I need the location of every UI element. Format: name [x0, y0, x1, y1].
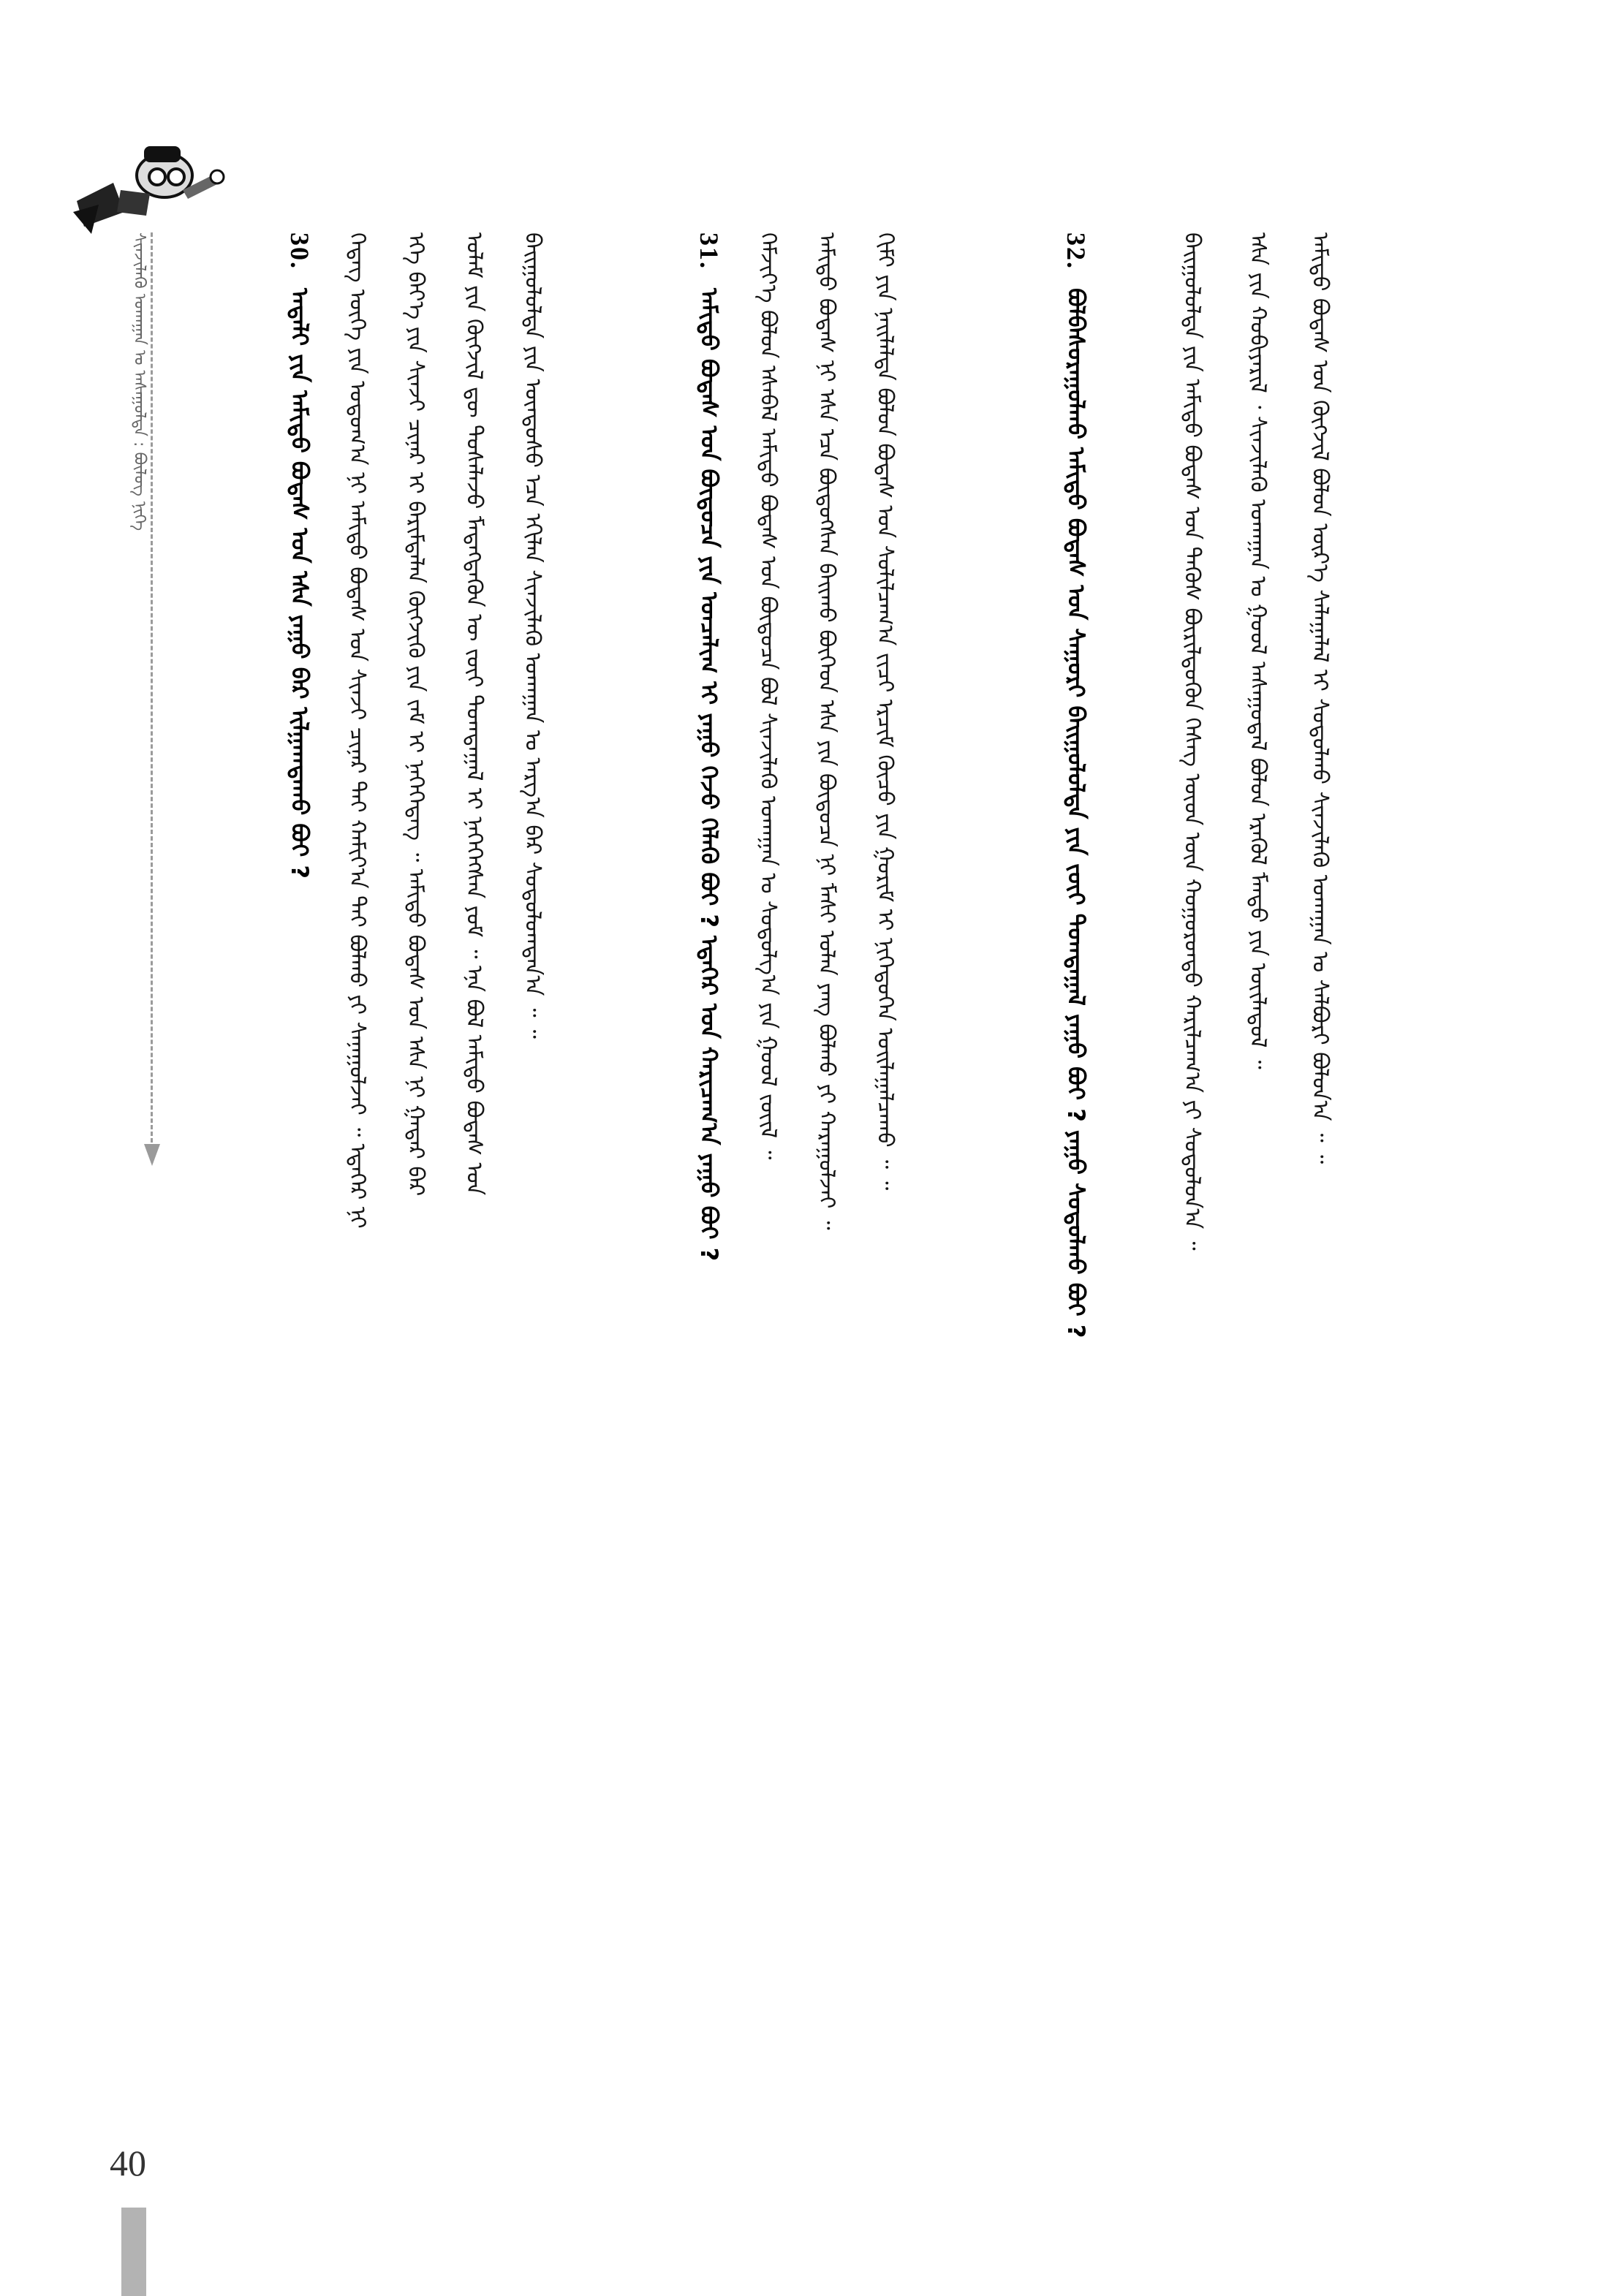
header-dashed-rule: [151, 232, 153, 1143]
question-30: [285, 232, 314, 2250]
body-line: ᠪᠠᠢᠭᠤᠯᠤᠯᠲᠠ ᠶᠢᠨ ᠦᠨᠳᠦᠰᠦ ᠡᠴᠡ ᠡᠬᠢᠯᠡᠨ ᠰᠢᠨᠵᠢᠯᠡᠬᠦ ᠤᠬᠠᠭᠠᠨ ᠤ ᠠᠷᠭ᠎ᠠ ᠪᠠᠷ ᠰᠤᠳᠤᠯᠤᠭᠳᠠᠨ᠎ᠠ ᠃ ᠃: [520, 232, 545, 1039]
question-number: 30.: [285, 232, 314, 270]
page-number: 40: [110, 2142, 146, 2183]
body-line: ᠡᠰᠡ ᠶᠢᠨ ᠬᠤᠪᠢᠶᠠᠷᠢᠯ ᠂ ᠰᠢᠨᠵᠢᠯᠡᠬᠦ ᠤᠬᠠᠭᠠᠨ ᠤ ᠭᠣᠣᠯ ᠠᠰᠠᠭᠤᠳᠠᠯ ᠪᠣᠯᠤᠨ ᠡᠷᠡᠭᠦᠯ ᠮᠡᠨᠳᠦ ᠶᠢᠨ ᠦᠢᠯᠡᠳᠦᠯ ᠃: [1245, 232, 1271, 1069]
question-number: 31.: [695, 232, 724, 270]
question-text: ᠪᠣᠯᠪᠠᠰᠤᠷᠠᠭᠤᠯᠬᠤ ᠠᠮᠢᠳᠤ ᠪᠣᠳᠠᠰ ᠤᠨ ᠰᠠᠭᠤᠷᠢ ᠪᠠᠢᠭᠤᠯᠤᠯᠲᠠ ᠶᠢᠨ ᠵᠦᠢ ᠲᠣᠭᠲᠠᠭᠠᠯ ᠶᠠᠭᠤ ᠪᠤᠢ ? ᠶᠠᠭᠤ ᠰᠤᠳᠤᠯᠬᠤ ᠪᠤᠢ ?: [1062, 288, 1090, 1338]
question-text: ᠠᠳᠠᠯᠢ ᠶᠢᠨ ᠠᠮᠢᠳᠤ ᠪᠣᠳᠠᠰ ᠤᠨ ᠡᠰᠡ ᠶᠠᠭᠤ ᠪᠡᠷ ᠢᠯᠭᠠᠭᠳᠠᠬᠤ ᠪᠤᠢ ?: [286, 288, 314, 879]
body-line: ᠬᠡᠮᠵᠢᠶ᠎ᠡ ᠪᠣᠯᠤᠨ ᠡᠰᠡᠪᠡᠯ ᠠᠮᠢᠳᠤ ᠪᠣᠳᠠᠰ ᠤᠨ ᠪᠦᠲᠦᠴᠡ ᠪᠣᠯ ᠰᠢᠨᠵᠢᠯᠡᠬᠦ ᠤᠬᠠᠭᠠᠨ ᠤ ᠰᠤᠳᠤᠯᠭ᠎ᠠ ᠶᠢᠨ ᠭᠣᠣᠯ ᠵᠦᠢᠯ ᠃: [755, 232, 781, 1160]
body-line: ᠪᠠᠢᠭᠤᠯᠤᠯᠲᠠ ᠶᠢᠨ ᠠᠮᠢᠳᠤ ᠪᠣᠳᠠᠰ ᠤᠨ ᠲᠡᠭᠦᠰ ᠪᠦᠷᠢᠯᠳᠦᠭᠦᠨ ᠬᠡᠰᠡᠭ ᠦᠳ ᠦᠨ ᠬᠣᠭᠣᠷᠤᠨᠳᠤ ᠬᠠᠷᠢᠯᠴᠠᠭ᠎ᠠ ᠶᠢ ᠰᠤᠳᠤᠯᠤᠨ᠎ᠠ ᠃: [1179, 232, 1205, 1251]
question-32: [1062, 232, 1091, 2250]
triangle-arrow-icon: [144, 1144, 160, 1166]
body-line: ᠬᠢᠮᠢ ᠶᠢᠨ ᠨᠡᠢᠯᠡᠯᠲᠡ ᠪᠣᠯᠤᠨ ᠪᠣᠳᠠᠰ ᠤᠨ ᠰᠣᠯᠢᠯᠴᠠᠭ᠎ᠠ ᠵᠢᠴᠢ ᠡᠷᠴᠢᠮ ᠬᠦᠴᠦ ᠶᠢᠨ ᠭᠣᠷᠢᠮ ᠢ ᠨᠢᠭᠡᠳᠦᠭᠡᠨ ᠣᠢᠯᠠᠭᠠᠯᠴᠠᠬᠤ ᠃ ᠃: [872, 232, 898, 1191]
question-31: [695, 232, 724, 2250]
question-text: ᠠᠮᠢᠳᠤ ᠪᠣᠳᠠᠰ ᠤᠨ ᠪᠦᠲᠦᠴᠡ ᠶᠢᠨ ᠣᠨᠴᠠᠯᠢᠭ ᠢ ᠶᠠᠭᠤ ᠭᠡᠵᠦ ᠬᠡᠯᠡᠬᠦ ᠪᠤᠢ ? ᠡᠳᠡᠭᠡᠷ ᠤᠨ ᠬᠠᠷᠢᠴᠠᠭ᠎ᠠ ᠶᠠᠭᠤ ᠪᠤᠢ ?: [695, 288, 723, 1262]
body-line: ᠠᠮᠢᠳᠤ ᠪᠣᠳᠠᠰ ᠤᠨ ᠬᠥᠭᠵᠢᠯ ᠪᠣᠯᠤᠨ ᠦᠷ᠎ᠡ ᠰᠠᠯᠠᠭᠠᠯᠠᠯ ᠢ ᠰᠤᠳᠤᠯᠬᠤ ᠰᠢᠨᠵᠢᠯᠡᠬᠦ ᠤᠬᠠᠭᠠᠨ ᠤ ᠰᠠᠯᠪᠤᠷᠢ ᠪᠣᠯᠤᠨ᠎ᠠ ᠃ ᠃: [1307, 232, 1333, 1164]
body-line: ᠡᠬᠡ ᠪᠡᠶ᠎ᠡ ᠶᠢᠨ ᠰᠢᠨᠵᠢ ᠴᠢᠨᠠᠷ ᠢ ᠪᠠᠷᠢᠮᠲᠠᠯᠠᠨ ᠬᠥᠭᠵᠢᠬᠦ ᠶᠢᠨ ᠵᠠᠮ ᠢ ᠨᠡᠭᠡᠭᠡᠳᠡᠭ ᠃ ᠠᠮᠢᠳᠤ ᠪᠣᠳᠠᠰ ᠤᠨ ᠡᠰᠡ ᠨᠢ ᠭᠠᠳᠠᠷ ᠪᠡᠷ: [403, 232, 428, 1197]
running-header: ᠰᠢᠨᠵᠢᠯᠡᠬᠦ ᠤᠬᠠᠭᠠᠨ ᠤ ᠠᠰᠠᠭᠤᠯᠲᠠ : ᠪᠦᠯᠦᠭ ᠨᠢᠭᠡ: [130, 232, 148, 531]
body-line: ᠭᠡᠳᠡᠭ ᠦᠭᠡ ᠶᠢᠨ ᠤᠳᠤᠭ᠎ᠠ ᠨᠢ ᠠᠮᠢᠳᠤ ᠪᠣᠳᠠᠰ ᠤᠨ ᠰᠢᠨᠵᠢ ᠴᠢᠨᠠᠷ ᠲᠠᠢ ᠬᠠᠮᠢᠶ᠎ᠠ ᠲᠠᠢ ᠪᠣᠯᠬᠤ ᠶᠢ ᠰᠠᠨᠠᠭᠤᠯᠵᠠᠢ ᠃ ᠡᠳᠡᠭᠡᠷ ᠨᠢ: [344, 232, 370, 1229]
flying-boy-mascot-icon: [62, 132, 230, 241]
page-edge-bar: [121, 2208, 146, 2296]
question-number: 32.: [1062, 232, 1091, 270]
body-line: ᠤᠯᠠᠮ ᠶᠢᠨ ᠬᠥᠭᠵᠢᠯ ᠳᠦ ᠲᠤᠰᠠᠯᠠᠵᠤ ᠮᠡᠳᠡᠭᠳᠡᠬᠦᠨ ᠦ ᠵᠦᠢ ᠲᠣᠭᠲᠠᠭᠠᠯ ᠢ ᠨᠡᠭᠡᠭᠡᠭᠰᠡᠨ ᠶᠤᠮ ᠃ ᠡᠨᠡ ᠪᠣᠯ ᠠᠮᠢᠳᠤ ᠪᠣᠳᠠᠰ ᠤᠨ: [461, 232, 487, 1196]
body-line: ᠠᠮᠢᠳᠤ ᠪᠣᠳᠠᠰ ᠨᠢ ᠡᠰᠡ ᠡᠴᠡ ᠪᠦᠲᠦᠭᠰᠡᠨ ᠪᠠᠢᠬᠤ ᠪᠦᠭᠡᠳ ᠡᠰᠡ ᠶᠢᠨ ᠪᠦᠲᠦᠴᠡ ᠨᠢ ᠮᠠᠰᠢ ᠣᠯᠠᠨ ᠶᠠᠩ ᠪᠣᠯᠬᠤ ᠶᠢ ᠬᠠᠷᠠᠭᠤᠯᠵᠠᠢ ᠃: [814, 232, 839, 1230]
